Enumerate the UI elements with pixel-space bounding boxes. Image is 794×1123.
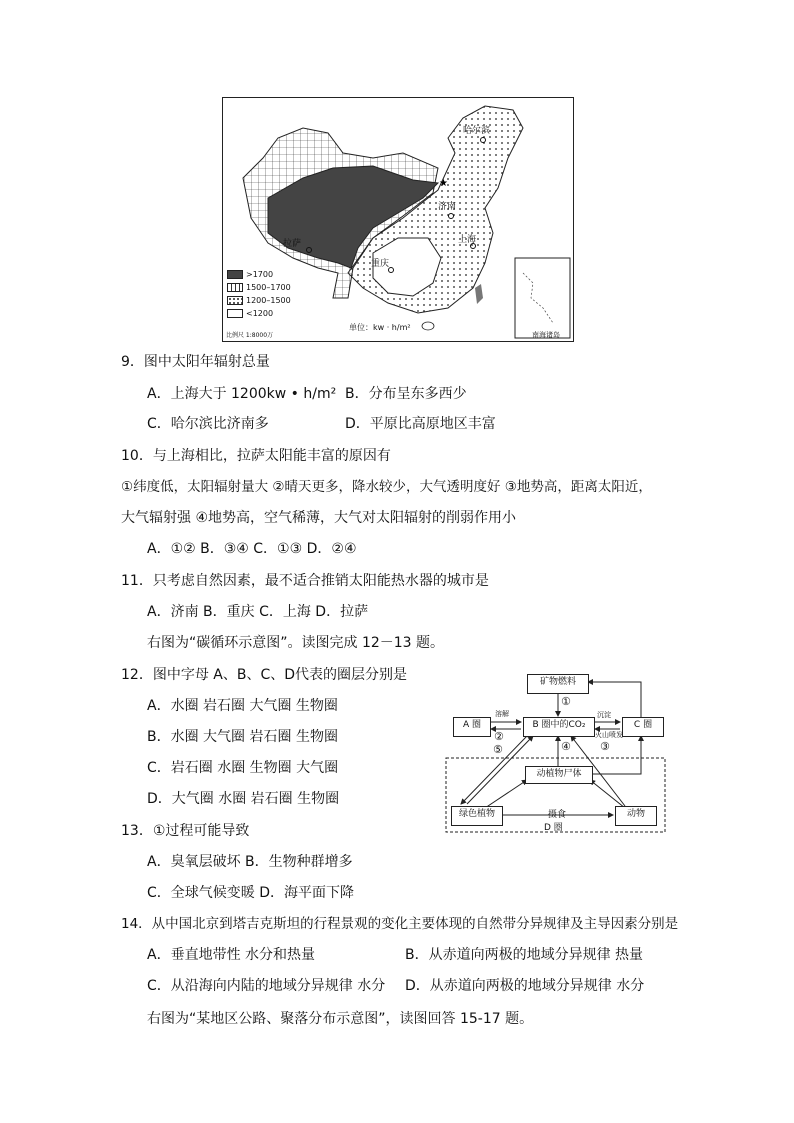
label-dissolve: 溶解 <box>495 710 509 718</box>
q13-stem: 13．①过程可能导致 <box>121 823 250 839</box>
inset-label: 南海诸岛 <box>532 331 560 339</box>
carbon-cycle-diagram <box>445 672 667 834</box>
box-fossil-fuel: 矿物燃料 <box>527 674 589 694</box>
legend-item-over-1700: >1700 <box>227 270 273 279</box>
q12-option-d: D．大气圈 水圈 岩石圈 生物圈 <box>147 791 340 807</box>
city-harbin: 哈尔滨 <box>463 126 491 136</box>
process-3: ③ <box>600 740 610 753</box>
arrow-animals-to-corpse <box>590 780 625 808</box>
q12-option-b: B．水圈 大气圈 岩石圈 生物圈 <box>147 729 338 745</box>
box-green-plants: 绿色植物 <box>451 806 503 826</box>
label-d-sphere: D 圈 <box>544 823 563 833</box>
process-5: ⑤ <box>493 743 503 756</box>
inset-boundary-line <box>523 273 553 323</box>
intro-12-13: 右图为“碳循环示意图”。读图完成 12－13 题。 <box>147 635 445 651</box>
box-corpses: 动植物尸体 <box>525 766 593 784</box>
q9-option-c: C．哈尔滨比济南多 <box>147 416 269 432</box>
q14-stem: 14．从中国北京到塔吉克斯坦的行程景观的变化主要体现的自然带分异规律及主导因素分别是 <box>121 916 679 932</box>
q14-option-b: B．从赤道向两极的地域分异规律 热量 <box>405 947 644 963</box>
city-jinan: 济南 <box>438 202 457 212</box>
q13-options-ab: A．臭氧层破坏 B．生物种群增多 <box>147 854 353 870</box>
intro-15-17: 右图为“某地区公路、聚落分布示意图”，读图回答 15-17 题。 <box>147 1011 534 1027</box>
q10-line2: 大气辐射强 ④地势高，空气稀薄，大气对太阳辐射的削弱作用小 <box>121 510 516 526</box>
arrow-plants-to-corpse <box>485 780 527 808</box>
process-2: ② <box>494 730 504 743</box>
map-scale: 比例尺 1:8000万 <box>226 332 274 339</box>
beijing-star-icon: ★ <box>439 178 448 189</box>
q9-option-b: B．分布呈东多西少 <box>345 386 467 402</box>
q13-options-cd: C．全球气候变暖 D．海平面下降 <box>147 885 355 901</box>
legend-swatch-grid <box>227 283 243 292</box>
taiwan-shape <box>475 284 483 304</box>
label-deposit: 沉淀 <box>597 711 611 719</box>
q12-option-c: C．岩石圈 水圈 生物圈 大气圈 <box>147 760 339 776</box>
arrow-c-to-fossil <box>588 682 641 719</box>
q10-line1: ①纬度低，太阳辐射量大 ②晴天更多，降水较少，大气透明度好 ③地势高，距离太阳近， <box>121 479 652 495</box>
legend-swatch-dots <box>227 296 243 305</box>
label-feeding: 摄食 <box>548 810 567 820</box>
legend-item-under-1200: <1200 <box>227 309 273 318</box>
map-unit: 单位：kw · h/m² <box>349 323 411 332</box>
hainan-shape <box>422 322 434 330</box>
south-sea-inset <box>515 258 570 338</box>
q9-option-d: D．平原比高原地区丰富 <box>345 416 496 432</box>
legend-item-1500-1700: 1500–1700 <box>227 283 291 292</box>
city-shanghai: 上海 <box>458 235 477 245</box>
legend-swatch-dark <box>227 270 243 279</box>
q11-stem: 11．只考虑自然因素，最不适合推销太阳能热水器的城市是 <box>121 573 489 589</box>
q11-options: A．济南 B．重庆 C．上海 D．拉萨 <box>147 604 369 620</box>
box-a-sphere: A 圈 <box>453 717 491 737</box>
process-4: ④ <box>561 740 571 753</box>
q10-stem: 10．与上海相比，拉萨太阳能丰富的原因有 <box>121 448 391 464</box>
city-lhasa: 拉萨 <box>283 239 302 249</box>
q12-option-a: A．水圈 岩石圈 大气圈 生物圈 <box>147 698 338 714</box>
q9-stem: 9．图中太阳年辐射总量 <box>121 354 270 370</box>
label-volcano: 火山喷发 <box>595 731 623 739</box>
legend-item-1200-1500: 1200–1500 <box>227 296 291 305</box>
q14-option-d: D．从赤道向两极的地域分异规律 水分 <box>405 978 645 994</box>
q14-option-c: C．从沿海向内陆的地域分异规律 水分 <box>147 978 386 994</box>
legend-swatch-white <box>227 309 243 318</box>
q10-options: A．①② B．③④ C．①③ D．②④ <box>147 541 357 557</box>
solar-radiation-map <box>222 97 574 342</box>
q9-option-a: A．上海大于 1200kw • h/m² <box>147 386 337 402</box>
city-chongqing: 重庆 <box>371 259 390 269</box>
box-c-sphere: C 圈 <box>622 717 664 737</box>
q12-stem: 12．图中字母 A、B、C、D代表的圈层分别是 <box>121 667 408 683</box>
process-1: ① <box>561 695 571 708</box>
q14-option-a: A．垂直地带性 水分和热量 <box>147 947 316 963</box>
box-animals: 动物 <box>615 806 657 826</box>
box-b-sphere-co2: B 圈中的CO₂ <box>523 717 595 737</box>
